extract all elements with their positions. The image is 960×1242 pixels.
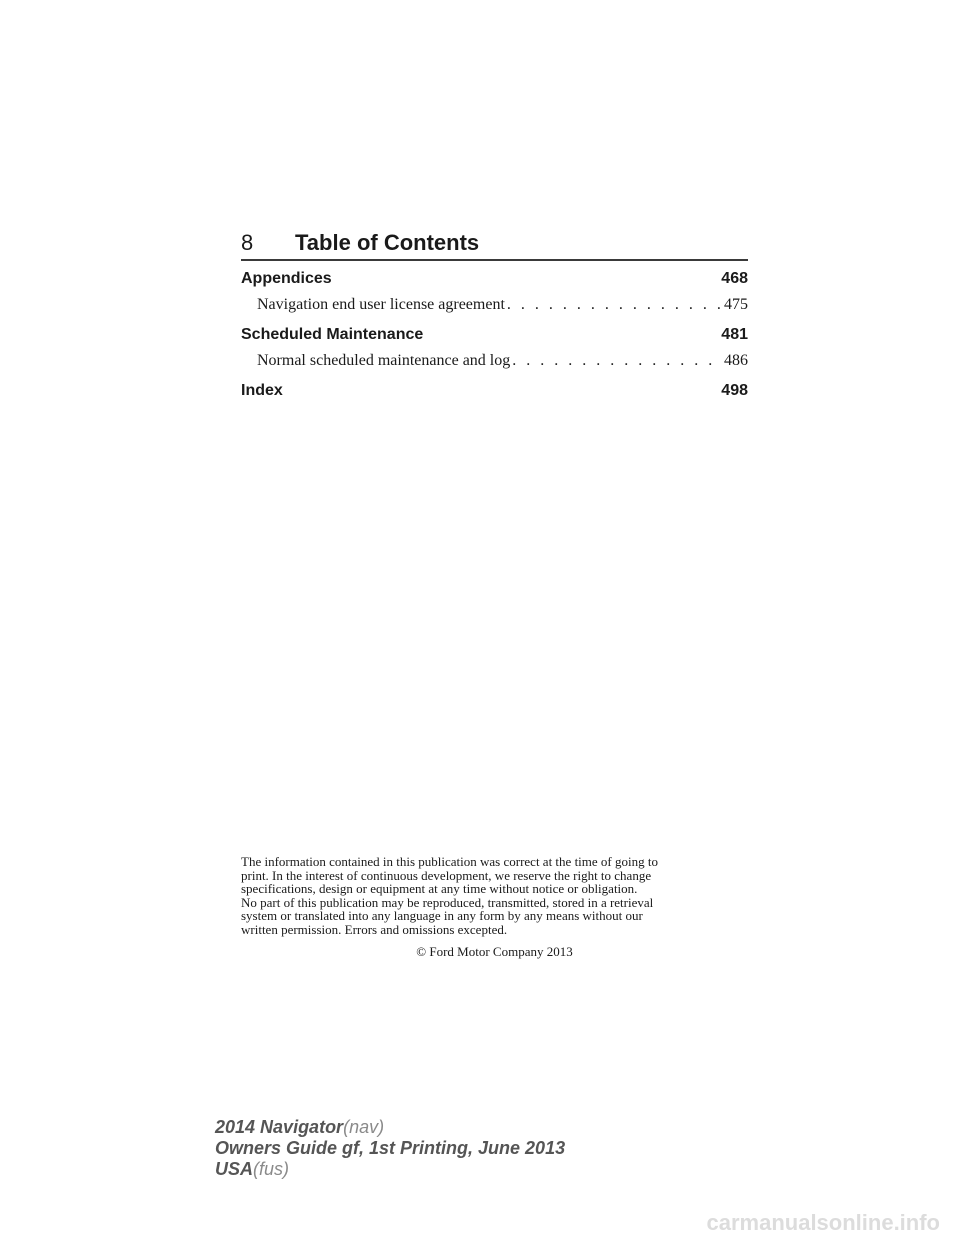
toc-leader-dots <box>507 294 722 316</box>
footer-line-guide <box>215 1138 565 1159</box>
toc-section-page: 481 <box>721 326 748 343</box>
notice-line: system or translated into any language in any form by any means without our <box>241 908 643 923</box>
page-number: 8 <box>241 230 254 255</box>
watermark: carmanualsonline.info <box>706 1210 940 1235</box>
toc-section-page: 498 <box>721 382 748 399</box>
notice-line: written permission. Errors and omissions excepted. <box>241 921 508 937</box>
toc-section-title: Appendices <box>241 270 332 287</box>
toc-section-page: 468 <box>721 270 748 287</box>
toc-entry-label: Navigation end user license agreement <box>257 296 505 313</box>
legal-notice <box>241 855 751 936</box>
header-rule <box>241 259 748 261</box>
toc-entry-page: 486 <box>724 352 748 369</box>
toc-section-heading[interactable] <box>241 268 748 290</box>
toc-entry-label: Normal scheduled maintenance and log <box>257 352 511 369</box>
toc-entry[interactable] <box>241 294 748 316</box>
footer-model: 2014 Navigator <box>215 1117 344 1137</box>
toc-section-heading[interactable] <box>241 380 748 402</box>
footer-market: USA <box>215 1159 254 1179</box>
footer-line-market <box>215 1159 565 1180</box>
footer-market-code: (fus) <box>253 1159 290 1179</box>
notice-line: specifications, design or equipment at any time without notice or obligation. <box>241 881 638 896</box>
toc-section-scheduled-maintenance <box>241 324 748 372</box>
toc-section-title: Scheduled Maintenance <box>241 326 424 343</box>
toc-section-index <box>241 380 748 402</box>
print-footer <box>215 1117 565 1180</box>
footer-model-code: (nav) <box>343 1117 385 1137</box>
toc-entry[interactable] <box>241 350 748 372</box>
footer-guide: Owners Guide gf, 1st Printing, June 2013 <box>215 1138 566 1158</box>
toc-leader-dots <box>512 350 722 372</box>
toc-section-appendices <box>241 268 748 316</box>
copyright-line: © Ford Motor Company 2013 <box>416 944 573 959</box>
notice-line: print. In the interest of continuous development, we reserve the right to change <box>241 867 652 883</box>
toc-section-heading[interactable] <box>241 324 748 346</box>
table-of-contents <box>241 268 748 410</box>
notice-line: No part of this publication may be reproduced, transmitted, stored in a retrieval <box>241 894 654 910</box>
toc-section-title: Index <box>241 382 283 399</box>
toc-entry-page: 475 <box>724 296 748 313</box>
notice-line: The information contained in this publication was correct at the time of going to <box>241 854 658 869</box>
page-title: Table of Contents <box>295 230 480 255</box>
footer-line-model <box>215 1117 565 1138</box>
